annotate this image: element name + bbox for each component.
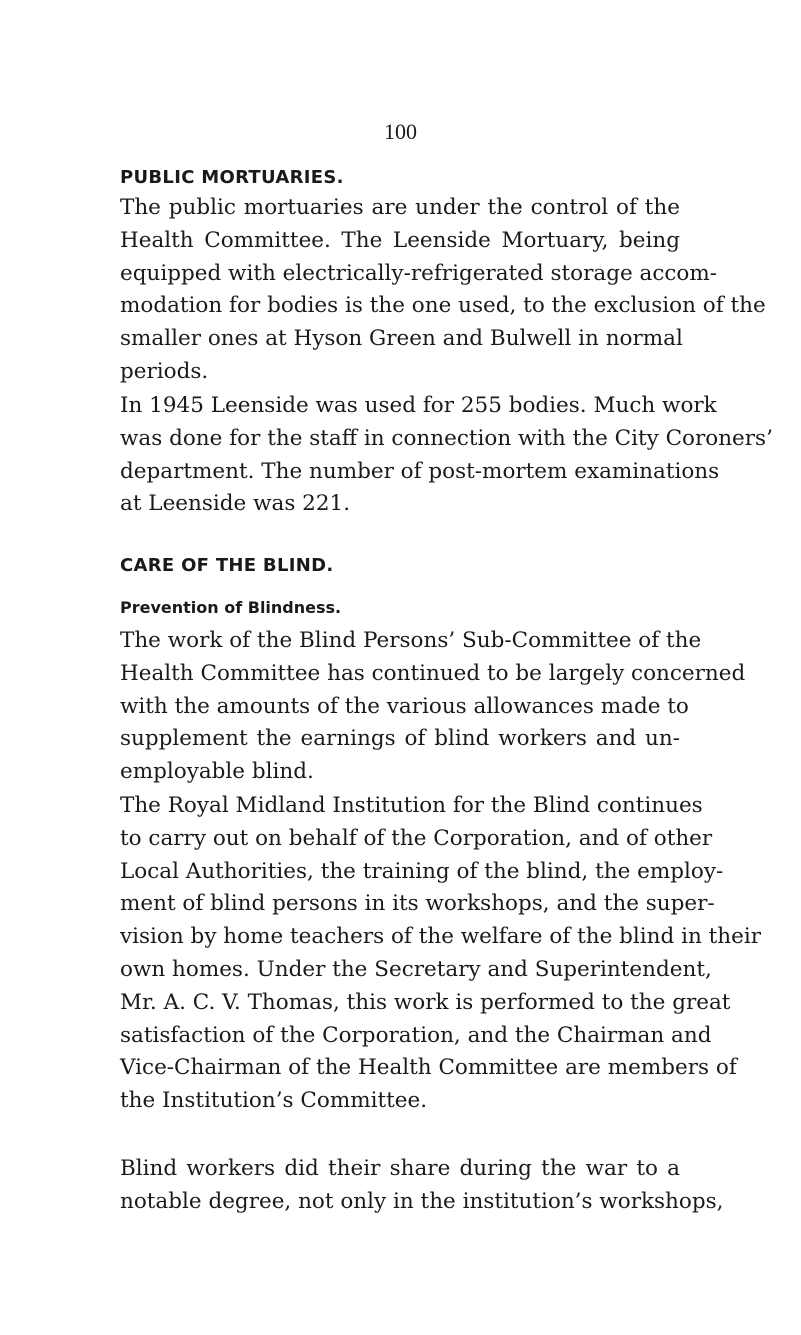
text-line: The public mortuaries are under the control of the <box>120 195 680 220</box>
text-line: Mr. A. C. V. Thomas, this work is performed to the great <box>120 989 731 1015</box>
text-line: Health Committee. The Leenside Mortuary, being <box>120 227 680 253</box>
text-line: smaller ones at Hyson Green and Bulwell in normal <box>120 326 683 352</box>
text-line: vision by home teachers of the welfare of the blind in their <box>120 924 762 950</box>
text-line: satisfaction of the Corporation, and the Chairman and <box>120 1022 712 1048</box>
paragraph-leenside-1945 <box>120 390 773 521</box>
page-number: 100 <box>384 119 417 144</box>
text-line: own homes. Under the Secretary and Superintendent, <box>120 956 712 982</box>
paragraph-blind-workers-war <box>120 1153 724 1219</box>
paragraph-blind-sub-committee <box>120 625 746 789</box>
text-line: In 1945 Leenside was used for 255 bodies. Much work <box>120 393 717 418</box>
text-line: to carry out on behalf of the Corporation, and of other <box>120 825 713 851</box>
text-line: periods. <box>120 358 209 384</box>
text-line: with the amounts of the various allowances made to <box>120 693 689 719</box>
text-line: notable degree, not only in the institution’s workshops, <box>120 1188 724 1214</box>
text-line: equipped with electrically-refrigerated storage accom- <box>120 260 718 286</box>
text-line: employable blind. <box>120 759 314 785</box>
text-line: Blind workers did their share during the war to a <box>120 1156 680 1181</box>
section-heading-care-of-blind: CARE OF THE BLIND. <box>120 555 334 576</box>
text-line: supplement the earnings of blind workers and un- <box>120 726 680 752</box>
section-heading-public-mortuaries: PUBLIC MORTUARIES. <box>120 167 344 188</box>
text-line: modation for bodies is the one used, to the exclusion of the <box>120 293 766 319</box>
text-line: at Leenside was 221. <box>120 491 351 517</box>
text-line: Local Authorities, the training of the blind, the employ- <box>120 858 724 884</box>
text-line: department. The number of post-mortem examinations <box>120 458 720 484</box>
paragraph-royal-midland-institution <box>120 790 762 1118</box>
text-line: Health Committee has continued to be largely concerned <box>120 660 746 686</box>
text-line: Vice-Chairman of the Health Committee are members of <box>120 1055 737 1081</box>
text-line: was done for the staff in connection with the City Coroners’ <box>120 425 773 451</box>
text-line: ment of blind persons in its workshops, and the super- <box>120 891 715 917</box>
text-line: The work of the Blind Persons’ Sub-Committee of the <box>120 628 702 653</box>
paragraph-mortuaries-control <box>120 192 766 389</box>
text-line: The Royal Midland Institution for the Blind continues <box>120 793 703 818</box>
subheading-prevention-of-blindness: Prevention of Blindness. <box>120 598 342 617</box>
text-line: the Institution’s Committee. <box>120 1088 428 1114</box>
